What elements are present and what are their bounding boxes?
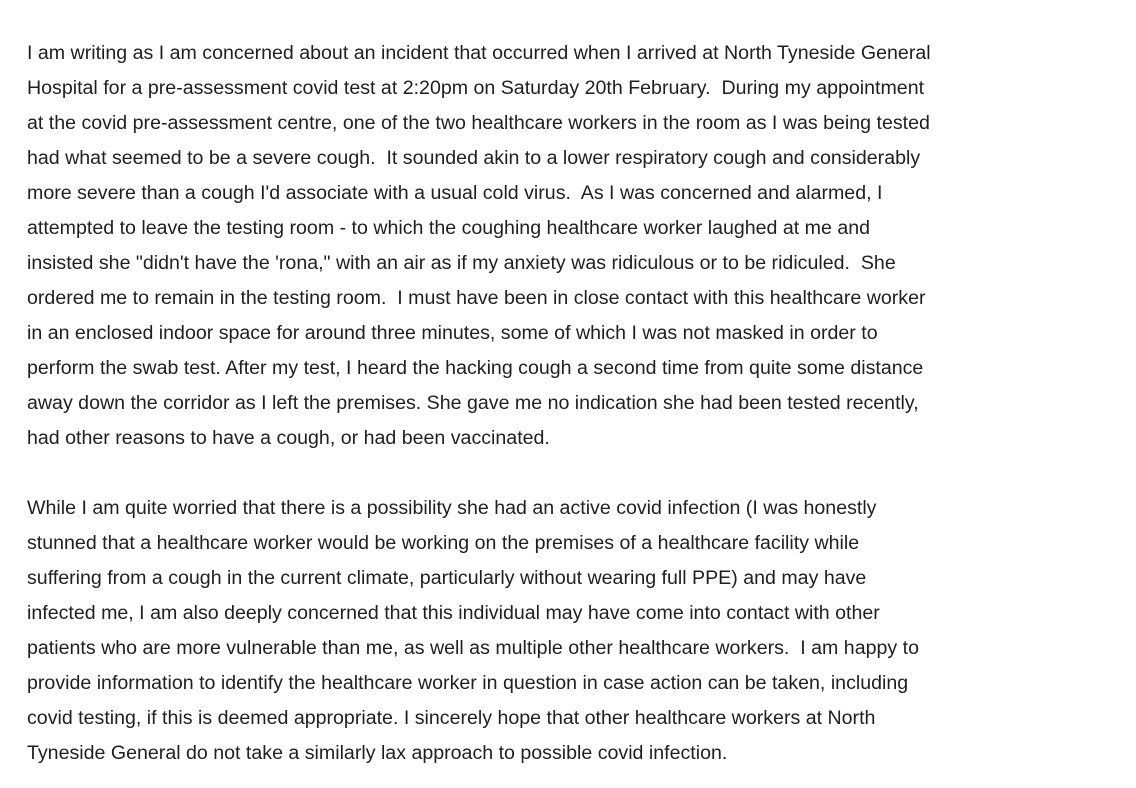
- text-line: I am writing as I am concerned about an incident that occurred when I arrived at North Tyneside General: [27, 42, 931, 64]
- text-line: Tyneside General do not take a similarly lax approach to possible covid infection.: [27, 742, 728, 764]
- text-line: Hospital for a pre-assessment covid test at 2:20pm on Saturday 20th February. During my appointment: [27, 77, 925, 99]
- text-line: had other reasons to have a cough, or had been vaccinated.: [27, 427, 550, 449]
- text-line: away down the corridor as I left the premises. She gave me no indication she had been tested recently,: [27, 392, 919, 414]
- text-line: covid testing, if this is deemed appropriate. I sincerely hope that other healthcare workers at North: [27, 707, 876, 729]
- text-line: perform the swab test. After my test, I heard the hacking cough a second time from quite some distance: [27, 357, 924, 379]
- text-line: patients who are more vulnerable than me, as well as multiple other healthcare workers. I am happy to: [27, 637, 919, 659]
- text-line: provide information to identify the healthcare worker in question in case action can be taken, including: [27, 672, 909, 694]
- text-line: ordered me to remain in the testing room. I must have been in close contact with this healthcare worker: [27, 287, 926, 309]
- paragraph-1: [27, 36, 1127, 456]
- text-line: insisted she "didn't have the 'rona," with an air as if my anxiety was ridiculous or to be ridiculed. She: [27, 252, 896, 274]
- text-line: had what seemed to be a severe cough. It sounded akin to a lower respiratory cough and considerably: [27, 147, 921, 169]
- paragraph-2: [27, 491, 1127, 771]
- text-line: infected me, I am also deeply concerned that this individual may have come into contact with other: [27, 602, 880, 624]
- text-line: at the covid pre-assessment centre, one of the two healthcare workers in the room as I was being tested: [27, 112, 930, 134]
- text-line: more severe than a cough I'd associate with a usual cold virus. As I was concerned and alarmed, I: [27, 182, 883, 204]
- text-line: attempted to leave the testing room - to which the coughing healthcare worker laughed at me and: [27, 217, 871, 239]
- text-line: in an enclosed indoor space for around three minutes, some of which I was not masked in order to: [27, 322, 878, 344]
- text-line: stunned that a healthcare worker would be working on the premises of a healthcare facility while: [27, 532, 860, 554]
- text-line: While I am quite worried that there is a possibility she had an active covid infection (I was honestly: [27, 497, 877, 519]
- text-line: suffering from a cough in the current climate, particularly without wearing full PPE) and may have: [27, 567, 867, 589]
- letter-body: [27, 36, 1127, 771]
